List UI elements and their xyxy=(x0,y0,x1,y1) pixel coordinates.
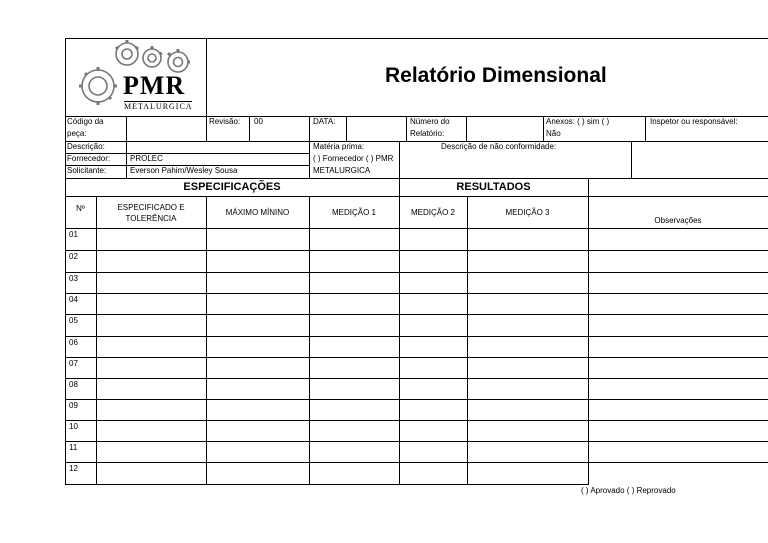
materia-label-1: Matéria prima: xyxy=(313,142,365,151)
info-vline-7 xyxy=(466,116,467,141)
anexos-label-1: Anexos: ( ) sim ( ) xyxy=(546,117,610,126)
info-vline-2 xyxy=(206,116,207,141)
materia-label-2: ( ) Fornecedor ( ) PMR xyxy=(313,154,394,163)
inspetor-label: Inspetor ou responsável: xyxy=(650,117,738,126)
info-vline-5 xyxy=(346,116,347,141)
row-line xyxy=(65,314,768,315)
row-line xyxy=(65,420,768,421)
numero-label-1: Número do xyxy=(410,117,450,126)
row-line xyxy=(65,462,768,463)
logo-subtitle: METALURGICA xyxy=(124,102,193,111)
especificacoes-header: ESPECIFICAÇÕES xyxy=(183,181,281,193)
table-bottom-line xyxy=(65,484,589,485)
row-number: 02 xyxy=(69,252,78,261)
pmr-logo xyxy=(77,40,202,114)
row-number: 07 xyxy=(69,359,78,368)
row-line xyxy=(65,250,768,251)
info-vline-6 xyxy=(406,116,407,141)
column-header-bottom xyxy=(65,228,768,229)
solicitante-value: Everson Pahim/Wesley Sousa xyxy=(130,166,238,175)
row-line xyxy=(65,272,768,273)
logo-brand: PMR xyxy=(123,71,186,100)
row-number: 01 xyxy=(69,230,78,239)
border-left xyxy=(65,38,66,484)
col-especificado-1: ESPECIFICADO E xyxy=(117,203,185,212)
numero-label-2: Relatório: xyxy=(410,129,445,138)
revisao-label: Revisão: xyxy=(209,117,241,126)
col-maximo-minino: MÁXIMO MÍNINO xyxy=(225,208,290,217)
row-number: 09 xyxy=(69,401,78,410)
info-hline-1 xyxy=(65,141,768,142)
materia-label-3: METALURGICA xyxy=(313,166,371,175)
codigo-label-1: Código da xyxy=(67,117,104,126)
fornecedor-value: PROLEC xyxy=(130,154,163,163)
descricao-label: Descrição: xyxy=(67,142,105,151)
row-line xyxy=(65,399,768,400)
info-vline-8 xyxy=(543,116,544,141)
nao-conformidade-label: Descrição de não conformidade: xyxy=(441,142,557,151)
solicitante-label: Solicitante: xyxy=(67,166,107,175)
col-especificado-2: TOLERÊNCIA xyxy=(125,214,177,223)
row-number: 03 xyxy=(69,274,78,283)
fornecedor-label: Fornecedor: xyxy=(67,154,111,163)
row-number: 10 xyxy=(69,422,78,431)
revisao-value: 00 xyxy=(254,117,263,126)
info-vline-11 xyxy=(631,141,632,178)
col-numero: Nº xyxy=(76,204,85,213)
info-hline-4 xyxy=(65,178,768,179)
row-line xyxy=(65,357,768,358)
row-line xyxy=(65,378,768,379)
resultados-header: RESULTADOS xyxy=(456,181,531,193)
row-number: 06 xyxy=(69,338,78,347)
col-medicao-2: MEDIÇÃO 2 xyxy=(410,208,455,217)
info-vline-9 xyxy=(645,116,646,141)
row-line xyxy=(65,293,768,294)
border-top xyxy=(65,38,768,39)
section-bottom-line xyxy=(65,196,768,197)
row-number: 05 xyxy=(69,316,78,325)
row-line xyxy=(65,441,768,442)
info-vline-4 xyxy=(309,116,310,178)
row-line xyxy=(65,336,768,337)
info-vline-1 xyxy=(126,116,127,178)
info-vline-3 xyxy=(249,116,250,141)
col-medicao-3: MEDIÇÃO 3 xyxy=(505,208,550,217)
data-label: DATA: xyxy=(313,117,336,126)
approval-status: ( ) Aprovado ( ) Reprovado xyxy=(581,486,676,495)
logo-divider xyxy=(206,38,207,116)
row-number: 04 xyxy=(69,295,78,304)
info-vline-10 xyxy=(399,141,400,178)
col-medicao-1: MEDIÇÃO 1 xyxy=(331,208,376,217)
row-number: 12 xyxy=(69,464,78,473)
section-divider-2 xyxy=(588,178,589,196)
page-title: Relatório Dimensional xyxy=(385,64,607,87)
anexos-label-2: Não xyxy=(546,129,561,138)
codigo-label-2: peça: xyxy=(67,129,87,138)
row-number: 11 xyxy=(69,443,78,452)
col-observacoes: Observações xyxy=(654,216,702,225)
row-number: 08 xyxy=(69,380,78,389)
